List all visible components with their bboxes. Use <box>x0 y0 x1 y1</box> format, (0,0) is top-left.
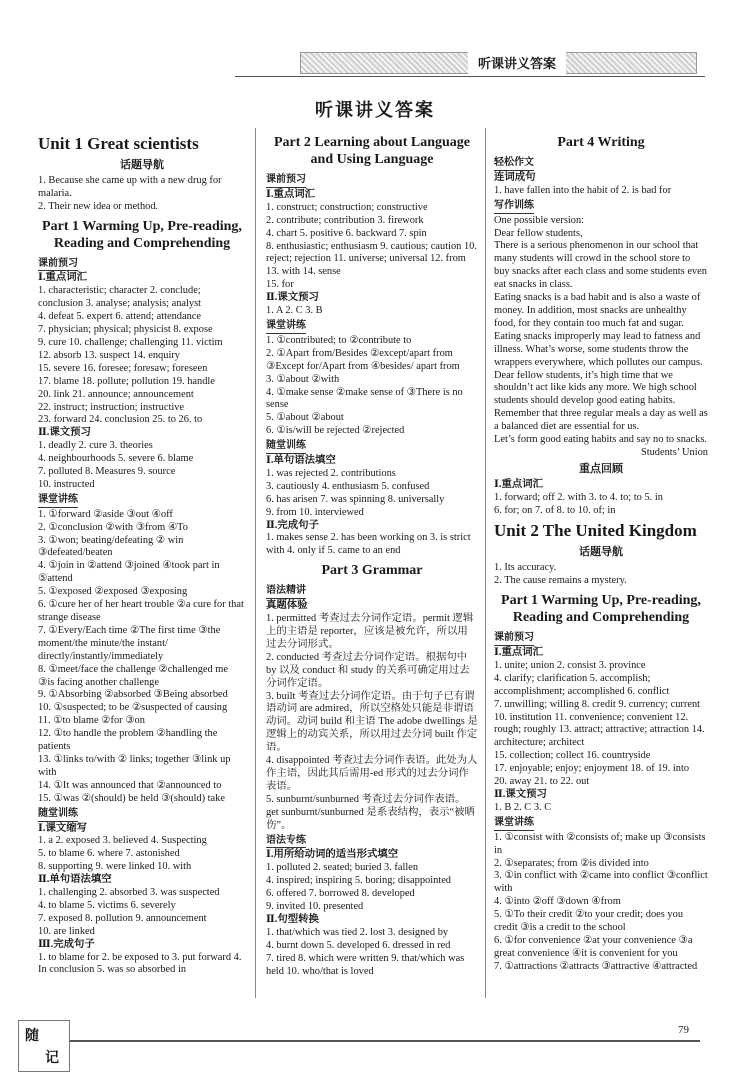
answer-line: One possible version: <box>494 214 585 226</box>
answer-line: Eating snacks is a bad habit and is also a waste of money. In addition, most snacks are unhealthy food, for they contain too much fat and sugar. Eating snacks improperly may lead to fatness and illness. What’s worse, some students throw the wrappers everywhere, which pollutes our campus. <box>494 292 703 368</box>
answer-line: 6. for; on 7. of 8. to 10. of; in <box>494 504 616 516</box>
answer-line: 6. has arisen 7. was spinning 8. universally <box>266 493 445 505</box>
answer-line: 2. ①separates; from ②is divided into <box>494 857 649 869</box>
answer-line: 4. clarify; clarification 5. accomplish; accomplishment; accomplished 6. conflict <box>494 672 670 697</box>
answer-line: 2. conducted 考查过去分词作定语。根据句中 by 以及 conduct 和 study 的关系可确定用过去分词作定语。 <box>266 651 470 689</box>
answer-line: 5. ①exposed ②exposed ③exposing <box>38 586 188 598</box>
answer-line: 4. disappointed 考查过去分词作表语。此处为人作主语，因此其后需用-ed 形式的过去分词作表语。 <box>266 755 478 792</box>
answer-line: 9. invited 10. presented <box>266 901 364 913</box>
answer-line: 1. forward; off 2. with 3. to 4. to; to 5. in <box>494 491 663 503</box>
part-heading: Part 4 Writing <box>557 135 645 150</box>
column-divider <box>255 128 256 998</box>
answer-line: 9. cure 10. challenge; challenging 11. victim <box>38 336 223 348</box>
section-tag-row <box>266 318 478 335</box>
subsection-heading: Ⅱ.完成句子 <box>266 519 319 531</box>
subsection-heading: Ⅰ.重点词汇 <box>266 188 316 200</box>
section-tag: 语法专练 <box>266 835 306 849</box>
answer-line: 20. link 21. announce; announcement <box>38 388 194 400</box>
section-tag-row <box>266 583 478 600</box>
answer-line: 1. that/which was tied 2. lost 3. designed by <box>266 926 449 938</box>
answer-line: 2. The cause remains a mystery. <box>494 575 627 587</box>
section-tag: 课堂讲练 <box>38 494 78 508</box>
notes-logo-char-2: 记 <box>45 1050 59 1066</box>
answer-line: 6. ①is/will be rejected ②rejected <box>266 425 405 437</box>
column-3 <box>494 130 708 974</box>
column-divider <box>485 128 486 998</box>
answer-line: 8. supporting 9. were linked 10. with <box>38 861 192 873</box>
answer-line: 15. severe 16. foresee; foresaw; foreseen <box>38 362 208 374</box>
answer-line: 4. ①into ②off ③down ④from <box>494 896 621 908</box>
answer-line: 1. ①contributed; to ②contribute to <box>266 334 412 346</box>
part-heading: Part 3 Grammar <box>321 563 423 579</box>
footer-rule <box>70 1040 700 1042</box>
part-heading: Part 1 Warming Up, Pre-reading, Reading and Comprehending <box>42 218 242 251</box>
answer-line: 10. are linked <box>38 925 95 937</box>
answer-line: 22. instruct; instruction; instructive <box>38 401 185 413</box>
answer-line: 14. ①It was announced that ②announced to <box>38 779 222 791</box>
answer-line: 1. have fallen into the habit of 2. is bad for <box>494 184 672 196</box>
answer-line: 23. forward 24. conclusion 25. to 26. to <box>38 414 203 426</box>
answer-line: 2. ①Apart from/Besides ②except/apart from ③Except for/Apart from ④besides/ apart from <box>266 347 460 372</box>
answer-line: 7. ①Every/Each time ②The first time ③the moment/the minute/the instant/ directly/instantly/immediately <box>38 624 221 662</box>
answer-line: 12. absorb 13. suspect 14. enquiry <box>38 349 180 361</box>
subsection-heading: Ⅱ.课文预习 <box>266 292 319 304</box>
section-tag-row <box>494 630 708 647</box>
signature-line: Students’ Union <box>640 446 708 458</box>
section-tag: 随堂训练 <box>38 808 78 822</box>
answer-line: 8. ①meet/face the challenge ②challenged me ③is facing another challenge <box>38 663 228 688</box>
section-tag: 轻松作文 <box>494 157 534 171</box>
answer-line: 5. ①about ②about <box>266 412 344 424</box>
subsection-heading: Ⅰ.重点词汇 <box>494 478 544 490</box>
answer-line: 3. ①won; beating/defeating ② win ③defeated/beaten <box>38 534 184 559</box>
answer-line: 1. Because she came up with a new drug for malaria. <box>38 174 222 199</box>
answer-line: 1. a 2. exposed 3. believed 4. Suspecting <box>38 835 207 847</box>
answer-line: 1. was rejected 2. contributions <box>266 467 396 479</box>
answer-line: 6. ①for convenience ②at your convenience ③a great convenience ④it is convenient for you <box>494 934 693 959</box>
answer-line: 5. to blame 6. where 7. astonished <box>38 848 180 860</box>
answer-line: 12. ①to handle the problem ②handling the patients <box>38 728 218 753</box>
answer-line: 1. makes sense 2. has been working on 3. is strict with 4. only if 5. came to an end <box>266 532 471 557</box>
answer-line: 1. B 2. C 3. C <box>494 801 552 813</box>
part-heading: Part 1 Warming Up, Pre-reading, Reading and Comprehending <box>501 593 701 626</box>
answer-line: 17. enjoyable; enjoy; enjoyment 18. of 19. into <box>494 763 690 775</box>
answer-line: 9. from 10. interviewed <box>266 506 364 518</box>
answer-line: 1. unite; union 2. consist 3. province <box>494 659 646 671</box>
subsection-heading: 真题体验 <box>266 600 308 612</box>
section-tag: 课前预习 <box>494 632 534 646</box>
answer-line: 1. A 2. C 3. B <box>266 305 323 317</box>
subsection-heading: Ⅰ.重点词汇 <box>494 647 544 658</box>
unit-heading: Unit 2 The United Kingdom <box>494 521 697 541</box>
answer-line: 1. polluted 2. seated; buried 3. fallen <box>266 862 419 874</box>
subsection-heading: Ⅱ.句型转换 <box>266 913 319 925</box>
answer-line: 11. ①to blame ②for ③on <box>38 715 145 727</box>
section-tag-row <box>38 256 246 273</box>
section-tag-row <box>38 492 246 509</box>
answer-line: 3. ①about ②with <box>266 373 340 385</box>
answer-line: 3. ①in conflict with ②came into conflict ③conflict with <box>494 870 708 895</box>
header-label: 听课讲义答案 <box>468 51 566 74</box>
answer-line: 1. construct; construction; constructive <box>266 201 428 213</box>
section-tag: 语法精讲 <box>266 585 306 599</box>
answer-line: 1. ①forward ②aside ③out ④off <box>38 508 173 520</box>
section-heading: 重点回顾 <box>579 461 623 475</box>
answer-line: 4. burnt down 5. developed 6. dressed in red <box>266 939 451 951</box>
answer-line: There is a serious phenomenon in our school that many students will crowd in the school store to buy snacks after each class and some students even eat snacks in class. <box>494 240 707 291</box>
subsection-heading: Ⅱ.课文预习 <box>38 427 91 439</box>
section-tag: 课前预习 <box>266 174 306 188</box>
answer-line: 15. for <box>266 279 294 291</box>
answer-line: 3. built 考查过去分词作定语。由于句子已有谓语动词 are admired，所以空格处只能是非谓语动词。动词 build 和主语 The adobe dwellings 是逻辑上的动宾关系，所以用过去分词 built 作定语。 <box>266 690 478 754</box>
answer-line: 5. ①To their credit ②to your credit; does you credit ③is a credit to the school <box>494 909 684 934</box>
answer-line: 15. collection; collect 16. countryside <box>494 750 651 762</box>
answer-line: 4. to blame 5. victims 6. severely <box>38 899 176 911</box>
answer-line: 2. contribute; contribution 3. firework <box>266 214 424 226</box>
section-tag: 课前预习 <box>38 258 78 272</box>
subsection-heading: 连词成句 <box>494 171 536 183</box>
answer-line: 7. ①attractions ②attracts ③attractive ④attracted <box>494 960 698 972</box>
answer-line: 2. Their new idea or method. <box>38 200 159 212</box>
answer-line: 13. ①links to/with ② links; together ③link up with <box>38 753 231 778</box>
answer-line: 15. ①was ②(should) be held ③(should) take <box>38 792 225 804</box>
part-heading: Part 2 Learning about Language and Using Language <box>273 135 470 167</box>
section-tag: 课堂讲练 <box>266 320 306 334</box>
section-heading: 话题导航 <box>579 545 623 559</box>
answer-line: 7. polluted 8. Measures 9. source <box>38 466 176 478</box>
answer-line: 4. defeat 5. expert 6. attend; attendance <box>38 311 201 323</box>
unit-heading: Unit 1 Great scientists <box>38 134 199 153</box>
subsection-heading: Ⅰ.用所给动词的适当形式填空 <box>266 849 399 861</box>
answer-line: 3. cautiously 4. enthusiasm 5. confused <box>266 480 430 492</box>
answer-line: 2. ①conclusion ②with ③from ④To <box>38 521 188 533</box>
answer-line: 1. characteristic; character 2. conclude; conclusion 3. analyse; analysis; analyst <box>38 285 202 310</box>
section-tag-row <box>266 833 478 850</box>
section-tag-row <box>266 438 478 455</box>
section-tag-row <box>494 155 708 172</box>
subsection-heading: Ⅰ.课文缩写 <box>38 822 88 834</box>
subsection-heading: Ⅱ.课文预习 <box>494 788 547 800</box>
section-tag-row <box>494 198 708 215</box>
section-tag: 写作训练 <box>494 200 534 214</box>
answer-line: 9. ①Absorbing ②absorbed ③Being absorbed <box>38 689 228 701</box>
answer-line: 7. exposed 8. pollution 9. announcement <box>38 912 207 924</box>
section-tag: 随堂训练 <box>266 440 306 454</box>
header-rule <box>235 76 705 77</box>
section-tag: 课堂讲练 <box>494 817 534 831</box>
answer-line: 6. ①cure her of her heart trouble ②a cure for that strange disease <box>38 599 244 623</box>
column-2 <box>266 130 478 978</box>
section-tag-row <box>38 806 246 823</box>
answer-line: 1. permitted 考查过去分词作定语。permit 逻辑上的主语是 reporter，应该是被允许，所以用过去分词形式。 <box>266 613 474 650</box>
section-tag-row <box>494 815 708 832</box>
answer-line: 7. physician; physical; physicist 8. expose <box>38 324 213 336</box>
answer-line: 5. sunburnt/sunburned 考查过去分词作表语。get sunburnt/sunburned 是系表结构，表示“被晒伤”。 <box>266 793 475 831</box>
page-number: 79 <box>678 1024 689 1036</box>
answer-line: Dear fellow students, <box>494 227 583 239</box>
answer-line: 4. chart 5. positive 6. backward 7. spin <box>266 227 427 239</box>
answer-line: 7. unwilling; willing 8. credit 9. currency; current 10. institution 11. convenience; convenient 12. rough; roughly 13. attract; attractive; attraction 14. architecture; architect <box>494 698 705 749</box>
answer-line: 6. offered 7. borrowed 8. developed <box>266 888 415 900</box>
notes-logo <box>18 1020 70 1072</box>
answer-line: 7. tired 8. which were written 9. that/which was held 10. who/that is loved <box>266 952 465 977</box>
answer-line: 1. challenging 2. absorbed 3. was suspected <box>38 887 220 899</box>
subsection-heading: Ⅲ.完成句子 <box>38 938 95 950</box>
subsection-heading: Ⅱ.单句语法填空 <box>38 874 112 886</box>
subsection-heading: Ⅰ.重点词汇 <box>38 272 88 284</box>
answer-line: 1. ①consist with ②consists of; make up ③consists in <box>494 831 706 856</box>
answer-line: 4. ①join in ②attend ③joined ④took part in ⑤attend <box>38 560 220 585</box>
answer-line: Dear fellow students, it’s high time that we shouldn’t act like kids any more. We high school students should develop good eating habits. Remember that three regular meals a day as well as a balanced diet are essential for us. <box>494 369 708 433</box>
answer-line: 1. Its accuracy. <box>494 562 557 574</box>
column-1 <box>38 130 246 977</box>
answer-line: Let’s form good eating habits and say no to snacks. <box>494 434 707 446</box>
answer-line: 4. inspired; inspiring 5. boring; disappointed <box>266 875 451 887</box>
page-title: 听课讲义答案 <box>315 100 435 121</box>
answer-line: 10. ①suspected; to be ②suspected of causing <box>38 702 228 714</box>
answer-line: 17. blame 18. pollute; pollution 19. handle <box>38 375 215 387</box>
answer-line: 4. neighbourhoods 5. severe 6. blame <box>38 453 194 465</box>
section-tag-row <box>266 172 478 189</box>
answer-line: 1. to blame for 2. be exposed to 3. put forward 4. In conclusion 5. was so absorbed in <box>38 951 242 976</box>
answer-line: 10. instructed <box>38 478 95 490</box>
answer-line: 4. ①make sense ②make sense of ③There is no sense <box>266 386 463 411</box>
notes-logo-char-1: 随 <box>25 1028 39 1044</box>
answer-line: 8. enthusiastic; enthusiasm 9. cautious; caution 10. reject; rejection 11. universe; universal 12. from 13. with 14. sense <box>266 240 477 278</box>
answer-line: 20. away 21. to 22. out <box>494 776 590 788</box>
answer-line: 1. deadly 2. cure 3. theories <box>38 440 153 452</box>
section-heading: 话题导航 <box>120 157 164 171</box>
subsection-heading: Ⅰ.单句语法填空 <box>266 455 336 467</box>
